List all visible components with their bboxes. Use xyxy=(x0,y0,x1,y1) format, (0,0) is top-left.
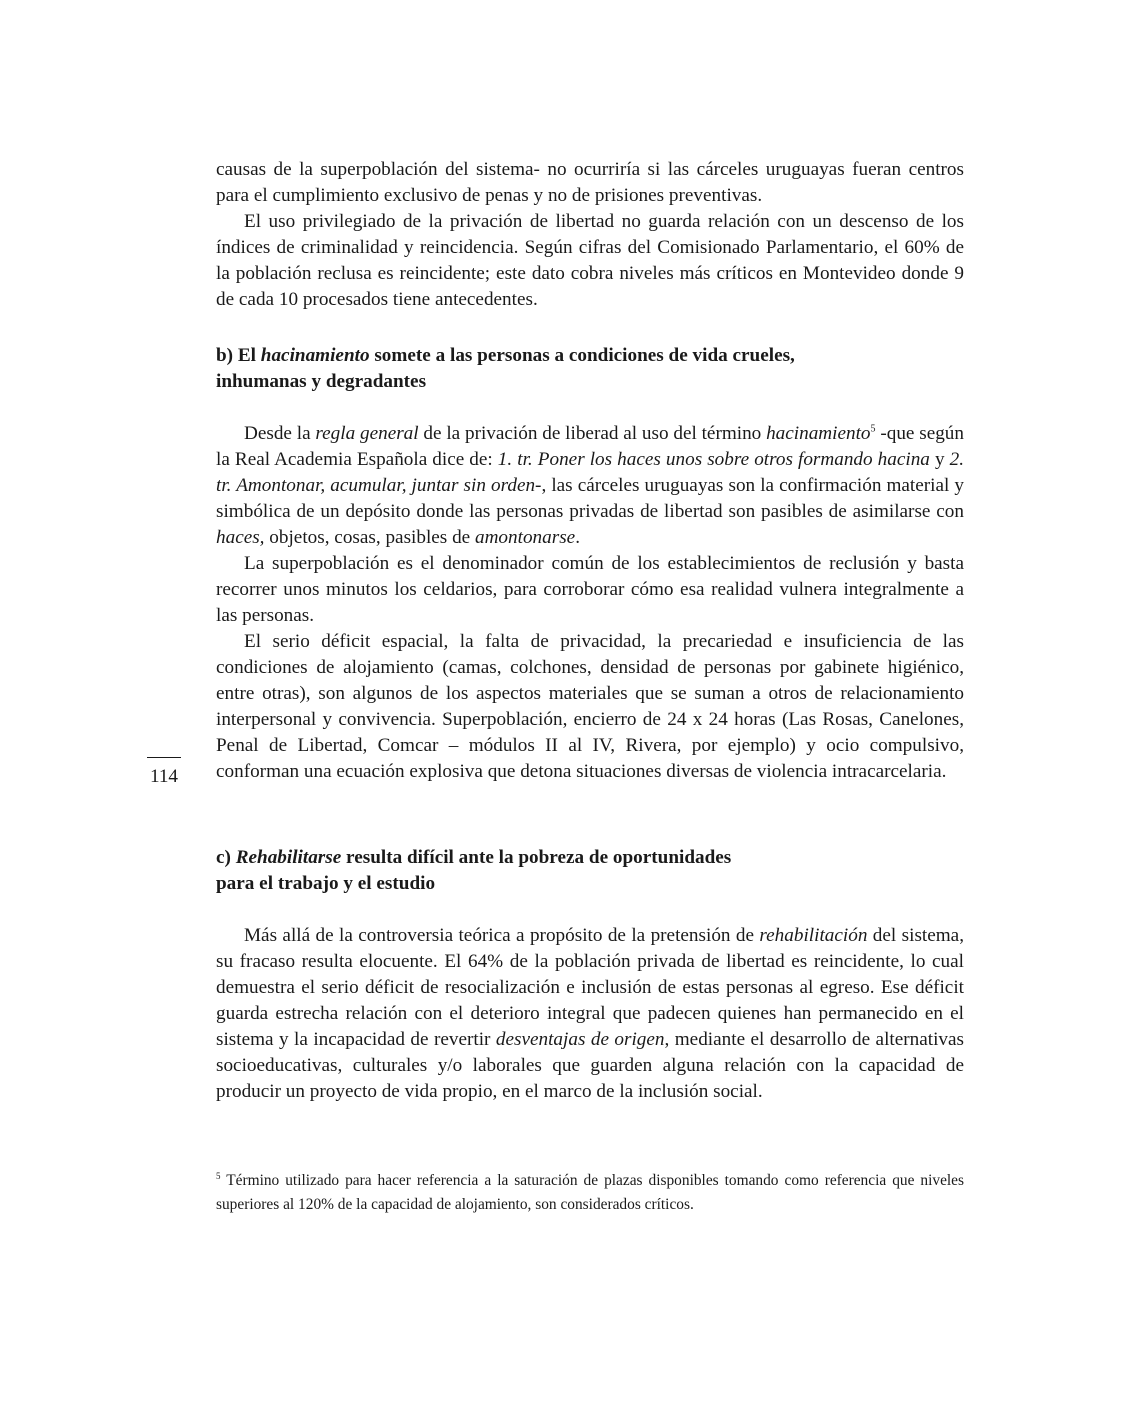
heading-c-italic: Rehabilitarse xyxy=(235,847,342,868)
section-heading-b xyxy=(216,343,964,395)
page-number: 114 xyxy=(149,766,179,787)
paragraph-deficit: El serio déficit espacial, la falta de privacidad, la precariedad e insuficiencia de las condiciones de alojamiento (camas, colchones, densidad de personas por gabinete higiénico, entre otras), son algunos de los aspectos materiales que se suman a otros de relacionamiento interpersonal y convivencia. Superpoblación, encierro de 24 x 24 horas (Las Rosas, Canelones, Penal de Libertad, Comcar – módulos II al IV, Rivera, por ejemplo) y ocio compulsivo, conforman una ecuación explosiva que detona situaciones diversas de violencia intracarcelaria. xyxy=(216,631,964,782)
paragraph-hacinamiento: Desde la regla general de la privación de liberad al uso del término hacinamiento$^5$ -que según la Real Academia Española dice de: 1. tr. Poner los haces unos sobre otros formando hacina y 2. tr. Amontonar, acumular, juntar sin orden-, las cárceles uruguayas son la confirmación material y simbólica de un depósito donde las personas privadas de libertad son pasibles de asimilarse con haces, objetos, cosas, pasibles de amontonarse. xyxy=(216,423,965,548)
section-heading-b-line2: inhumanas y degradantes xyxy=(216,371,427,392)
section-b-body xyxy=(216,421,964,785)
section-heading-c-line2: para el trabajo y el estudio xyxy=(216,873,436,894)
opening-paragraphs xyxy=(216,157,964,313)
footnote-mark: 5 xyxy=(216,1170,221,1181)
section-heading-c xyxy=(216,845,964,897)
heading-b-italic: hacinamiento xyxy=(260,345,370,366)
section-c-body xyxy=(216,923,964,1105)
footnote-text: Término utilizado para hacer referencia a la saturación de plazas disponibles tomando como referencia que niveles superiores al 120% de la capacidad de alojamiento, son considerados críticos. xyxy=(216,1172,965,1213)
paragraph-continuation: causas de la superpoblación del sistema- no ocurriría si las cárceles uruguayas fueran centros para el cumplimiento exclusivo de penas y no de prisiones preventivas. xyxy=(216,159,964,206)
paragraph-rehabilitacion: Más allá de la controversia teórica a propósito de la pretensión de rehabilitación del sistema, su fracaso resulta elocuente. El 64% de la población privada de libertad es reincidente, lo cual demuestra el serio déficit de resocialización e inclusión de estas personas al egreso. Ese déficit guarda estrecha relación con el deterioro integral que padecen quienes han permanecido en el sistema y la incapacidad de revertir desventajas de origen, mediante el desarrollo de alternativas socioeducativas, culturales y/o laborales que guarden alguna relación con la capacidad de producir un proyecto de vida propio, en el marco de la inclusión social. xyxy=(216,925,964,1102)
section-heading-c-line1: c) Rehabilitarse resulta difícil ante la pobreza de oportunidades xyxy=(216,847,732,868)
footnote-reference: 5 xyxy=(870,423,876,435)
paragraph-privation: El uso privilegiado de la privación de libertad no guarda relación con un descenso de los índices de criminalidad y reincidencia. Según cifras del Comisionado Parlamentario, el 60% de la población reclusa es reincidente; este dato cobra niveles más críticos en Montevideo donde 9 de cada 10 procesados tiene antecedentes. xyxy=(216,211,964,310)
section-heading-b-line1: b) El hacinamiento somete a las personas a condiciones de vida crueles, xyxy=(216,345,795,366)
paragraph-superpoblacion: La superpoblación es el denominador común de los establecimientos de reclusión y basta recorrer unos minutos los celdarios, para corroborar cómo esa realidad vulnera integralmente a las personas. xyxy=(216,553,964,626)
page-number-rule xyxy=(147,757,181,758)
footnote xyxy=(216,1169,964,1217)
